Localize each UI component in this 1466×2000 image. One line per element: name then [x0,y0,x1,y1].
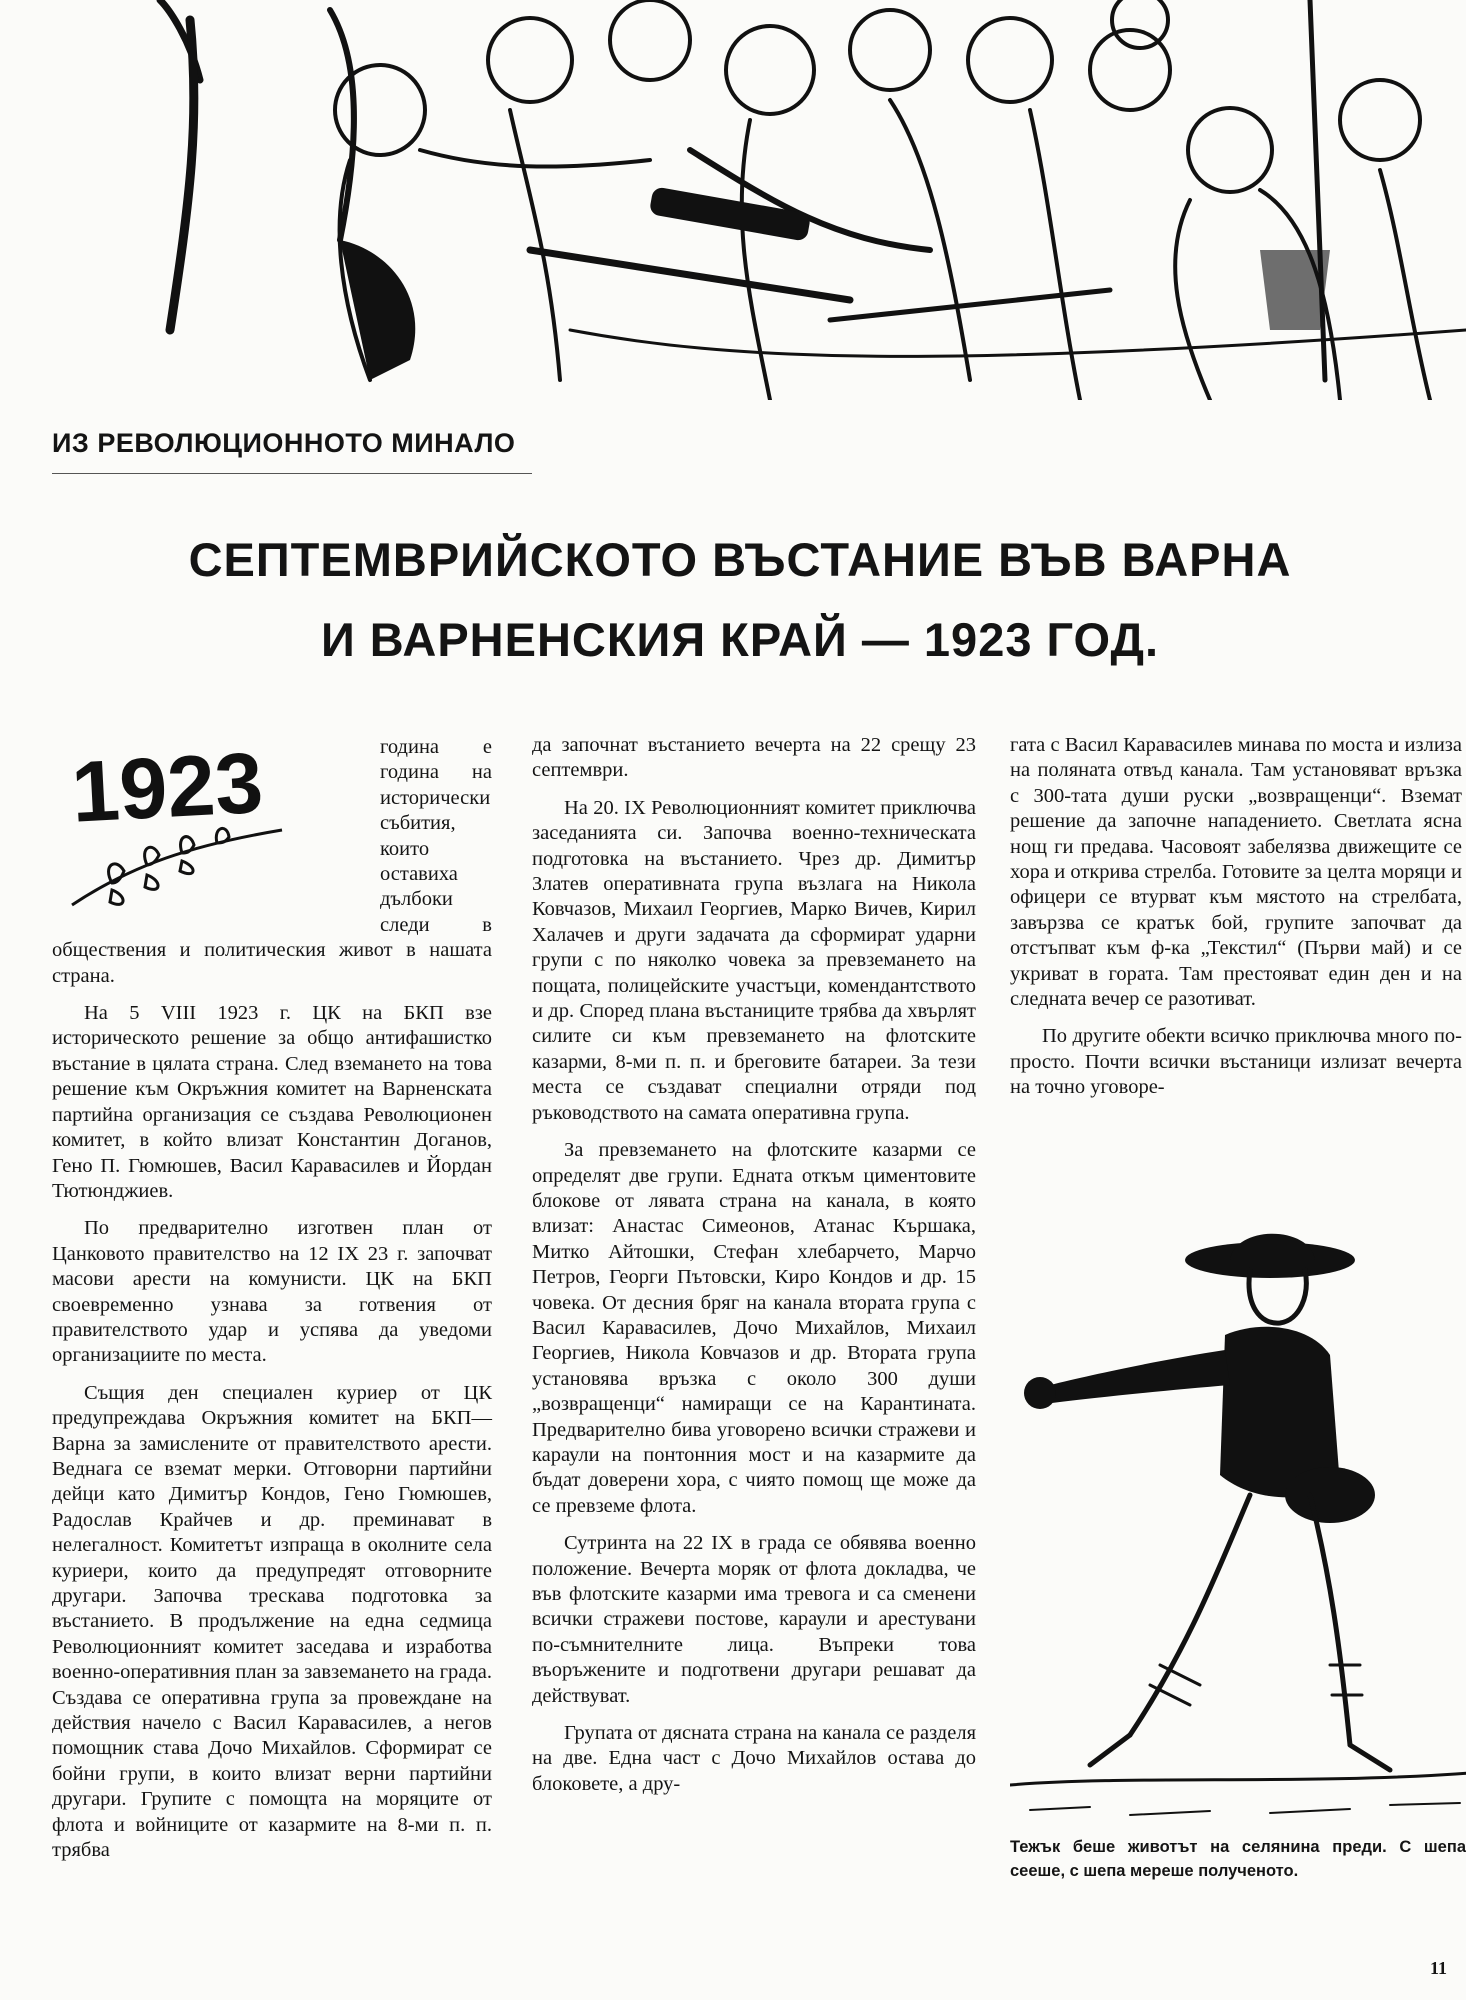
paragraph: Групата от дясната страна на канала се разделя на две. Една част с Дочо Михайлов остава до блоковете, а дру- [532,1722,976,1795]
paragraph: Сутринта на 22 IX в града се обявява военно положение. Вечерта моряк от флота докладва, че във флотските казарми има тревога и са сменени всички стражеви постове, караули и арестувани по-съмнителните лица. Въпреки това въоръжените и подготвени другари решават да действуват. [532,1532,976,1707]
headline-line-2: И ВАРНЕНСКИЯ КРАЙ — 1923 ГОД. [320,613,1160,666]
paragraph: година е година на исторически събития, които оставиха дълбоки следи в обществения и политическия живот в нашата страна. [52,736,492,987]
paragraph: За превземането на флотските казарми се определят две групи. Едната откъм циментовите блокове от лявата страна на канала, в която влизат: Анастас Симеонов, Атанас Кършака, Митко Айтошки, Стефан хлебарчето, Марчо Петров, Георги Пътовски, Киро Кондов и др. 15 човека. От десния бряг на канала втората група с Васил Каравасилев, Дочо Михайлов, Михаил Георгиев, Никола Ковчазов и др. Втората група установява връзка с около 300 души „возвращенци“ намиращи се на Карантината. Предварително бива уговорено всички стражеви и караули на понтонния мост и на казармите да бъдат доверени хора, с чиято помощ ще може да се превземе флота. [532,1139,976,1517]
sowing-farmer-illustration [1010,1225,1466,1825]
year-1923-logo [52,735,372,915]
paragraph: По предварително изготвен план от Цанковото правителство на 12 IX 23 г. започват масови арести на комунисти. ЦК на БКП своевременно узнава за готвения от правителството удар и успява да уведоми организациите по места. [52,1217,492,1367]
text-column-2 [532,733,976,1809]
article-headline [120,520,1360,680]
paragraph: На 20. IX Революционният комитет приключва заседанията си. Започва военно-техническата подготовка на въстанието. Чрез др. Димитър Златев оперативната група възлага на Никола Ковчазов, Михаил Георгиев, Марко Вичев, Кирил Халачев и други задачата да сформират ударни групи с по няколко човека за превземането на пощата, полицейските участъци, комендантството и др. Според плана въстаниците трябва да хвърлят силите си към превземането на флотските казарми, 8-ми п. п. и бреговите батареи. За тези места се създават специални отряди под ръководството на самата оперативна група. [532,796,976,1124]
paragraph: да започнат въстанието вечерта на 22 срещу 23 септември. [532,734,976,782]
section-label: ИЗ РЕВОЛЮЦИОННОТО МИНАЛО [52,428,532,474]
page-number: 11 [1430,1958,1448,1978]
text-column-3 [1010,733,1462,1113]
headline-line-1: СЕПТЕМВРИЙСКОТО ВЪСТАНИЕ ВЪВ ВАРНА [188,533,1292,586]
paragraph: По другите обекти всичко приключва много по-просто. Почти всички въстаници излизат вечерта на точно уговоре- [1010,1025,1462,1099]
illustration-caption: Тежък беше животът на селянина преди. С шепа сееше, с шепа мереше полученото. [1010,1838,1466,1880]
paragraph: На 5 VIII 1923 г. ЦК на БКП взе историческото решение за общо антифашистко въстание в цялата страна. След вземането на това решение към Окръжния комитет на Варненската партийна организация се създава Революционен комитет, в който влизат Константин Доганов, Гено П. Гюмюшев, Васил Каравасилев и Йордан Тютюнджиев. [52,1002,492,1202]
text-column-1 [52,735,492,1875]
insurgents-illustration [130,0,1466,400]
paragraph: Същия ден специален куриер от ЦК предупреждава Окръжния комитет на БКП—Варна за замислените от правителството арести. Веднага се вземат мерки. Отговорни партийни дейци като Димитър Кондов, Гено Гюмюшев, Радослав Крайчев и др. преминават в нелегалност. Комитетът изпраща в околните села куриери, които да предупредят отговорните другари. Започва трескава подготовка за въстанието. В продължение на една седмица Революционният комитет заседава и изработва военно-оперативния план за завземането на града. Създава се оперативна група за провеждане на действия начело с Васил Каравасилев, а негов помощник става Дочо Михайлов. Сформират се бойни групи, в които влизат верни партийни другари. Групите с помощта на моряците от флота и войниците от казармите на 8-ми п. п. трябва [52,1381,492,1862]
laurel-branch-icon [72,828,282,905]
year-logo-text: 1923 [69,735,266,841]
paragraph: гата с Васил Каравасилев минава по моста и излиза на поляната отвъд канала. Там установяват връзка с 300-тата души руски „возвращенци“. Вземат решение да започне нападението. Светлата ясна нощ ги предава. Часовоят забелязва движещите се хора и открива стрелба. Готовите за целта моряци и офицери се втурват към мястото на стрелбата, завързва се кратък бой, групите започват да отстъпват към ф-ка „Текстил“ (Първи май) и се укриват в гората. Там престояват един ден и на следната вечер се разотиват. [1010,734,1462,1011]
